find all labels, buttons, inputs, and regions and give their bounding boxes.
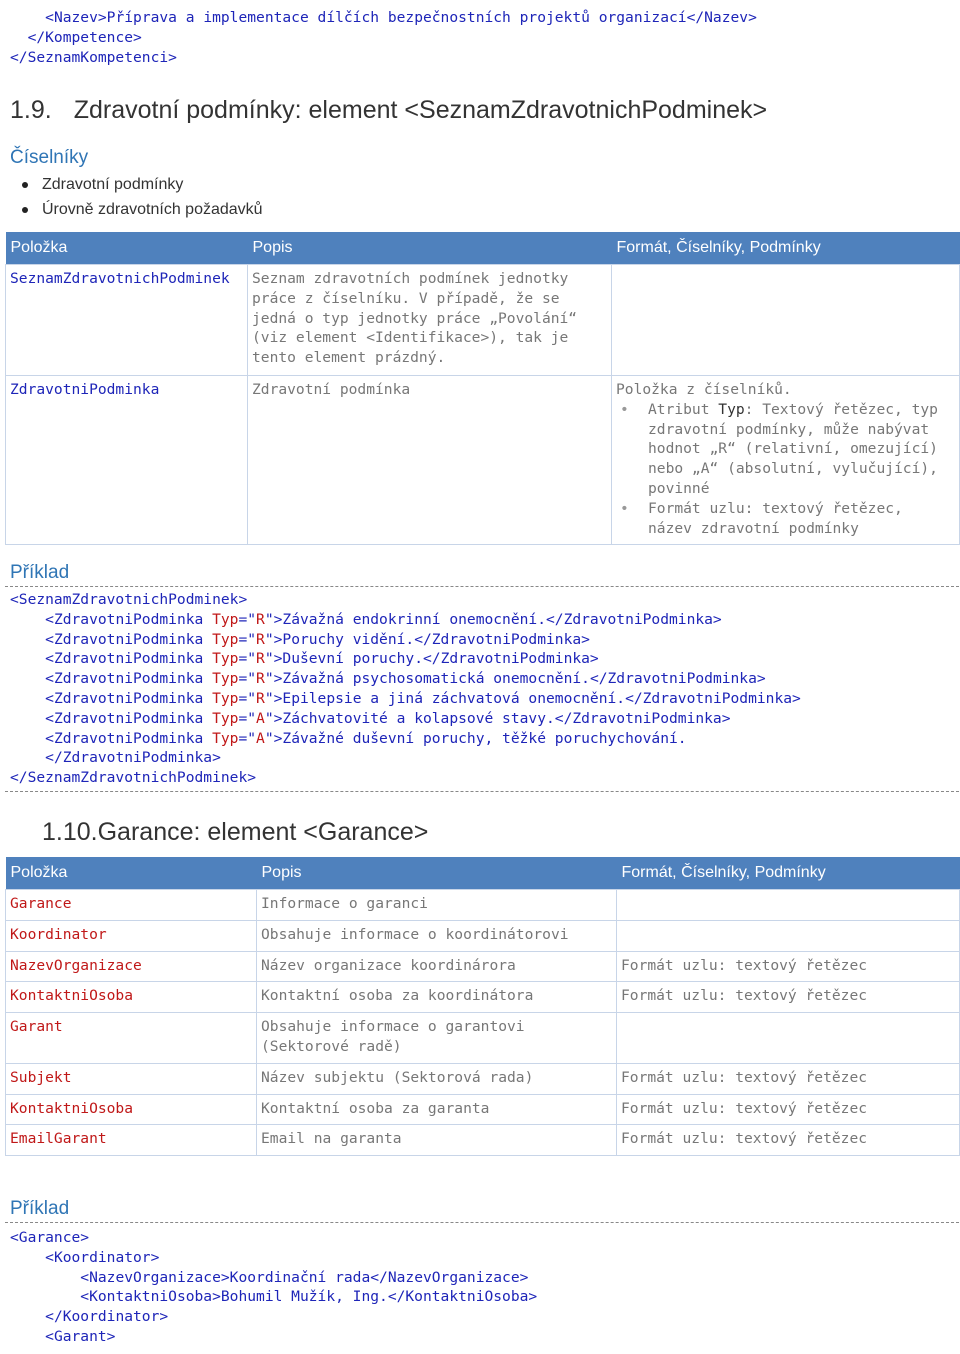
column-header: Formát, Číselníky, Podmínky <box>612 232 960 265</box>
table-header-row <box>6 857 960 890</box>
example-code-1 <box>5 586 959 792</box>
example-code-2 <box>5 1222 959 1347</box>
code-line: </Kompetence> <box>27 28 142 46</box>
table-row <box>6 1063 960 1094</box>
cell-format <box>617 920 960 951</box>
cell-desc: Obsahuje informace o koordinátorovi <box>257 920 617 951</box>
table-row <box>6 920 960 951</box>
table-row <box>6 376 960 545</box>
top-code-fragment <box>10 8 757 67</box>
code-line: </ZdravotniPodminka> <box>45 749 221 767</box>
column-header: Formát, Číselníky, Podmínky <box>617 857 960 890</box>
cell-format: Formát uzlu: textový řetězec <box>617 1094 960 1125</box>
table-row <box>6 982 960 1013</box>
cell-desc: Kontaktní osoba za koordinátora <box>257 982 617 1013</box>
code-line: <ZdravotniPodminka Typ="R">Poruchy vidění.</ZdravotniPodminka> <box>45 630 590 648</box>
section-heading-1-10: 1.10.Garance: element <Garance> <box>42 818 429 846</box>
spec-table-garance <box>5 857 960 1156</box>
cell-desc: Informace o garanci <box>257 890 617 921</box>
table-row <box>6 1013 960 1064</box>
garance-table-body <box>6 890 960 1156</box>
spec-table-zdravotni <box>5 232 960 545</box>
example-heading-2: Příklad <box>10 1198 70 1219</box>
cell-desc: Kontaktní osoba za garanta <box>257 1094 617 1125</box>
code-line: <Garant> <box>45 1327 116 1345</box>
list-item: Zdravotní podmínky <box>10 172 263 197</box>
code-line: <ZdravotniPodminka Typ="R">Epilepsie a jiná záchvatová onemocnění.</ZdravotniPodminka> <box>45 689 801 707</box>
code-line: <ZdravotniPodminka Typ="R">Závažná psychosomatická onemocnění.</ZdravotniPodminka> <box>45 670 766 688</box>
ciselniky-list <box>10 172 263 222</box>
code-line: </SeznamZdravotnichPodminek> <box>10 769 257 787</box>
column-header: Položka <box>6 232 248 265</box>
cell-desc: Název subjektu (Sektorová rada) <box>257 1063 617 1094</box>
column-header: Popis <box>248 232 612 265</box>
code-line: <SeznamZdravotnichPodminek> <box>10 591 248 608</box>
cell-key: EmailGarant <box>6 1125 257 1156</box>
column-header: Položka <box>6 857 257 890</box>
cell-format: Formát uzlu: textový řetězec <box>617 982 960 1013</box>
cell-desc: Obsahuje informace o garantovi (Sektorové radě) <box>257 1013 617 1064</box>
code-line: <KontaktniOsoba>Bohumil Mužík, Ing.</KontaktniOsoba> <box>80 1288 538 1306</box>
example-heading: Příklad <box>10 562 70 583</box>
cell-desc: Název organizace koordinárora <box>257 951 617 982</box>
table-row <box>6 1125 960 1156</box>
cell-format: Formát uzlu: textový řetězec <box>617 1063 960 1094</box>
cell-desc: Email na garanta <box>257 1125 617 1156</box>
list-item: • Atribut Typ: Textový řetězec, typ zdravotní podmínky, může nabývat hodnot „R“ (relativní, omezující) nebo „A“ (absolutní, vylučující), povinné <box>616 400 955 499</box>
cell-format <box>617 890 960 921</box>
table-row <box>6 1094 960 1125</box>
code-line: <NazevOrganizace>Koordinační rada</NazevOrganizace> <box>80 1268 529 1286</box>
section-heading-1-9: 1.9. Zdravotní podmínky: element <SeznamZdravotnichPodminek> <box>10 96 768 124</box>
table-header-row <box>6 232 960 265</box>
code-line: </SeznamKompetenci> <box>10 48 177 66</box>
code-line: <Koordinator> <box>45 1248 160 1266</box>
cell-key: NazevOrganizace <box>6 951 257 982</box>
code-line: <ZdravotniPodminka Typ="R">Závažná endokrinní onemocnění.</ZdravotniPodminka> <box>45 610 722 628</box>
cell-format: Formát uzlu: textový řetězec <box>617 951 960 982</box>
cell-key: ZdravotniPodminka <box>6 376 248 545</box>
cell-key: Garant <box>6 1013 257 1064</box>
format-bullets <box>616 400 955 539</box>
list-item: • Formát uzlu: textový řetězec, název zdravotní podmínky <box>616 499 955 539</box>
code-line: <ZdravotniPodminka Typ="R">Duševní poruchy.</ZdravotniPodminka> <box>45 650 599 668</box>
code-line: <ZdravotniPodminka Typ="A">Závažné duševní poruchy, těžké poruchychování. <box>45 729 687 747</box>
cell-format: Formát uzlu: textový řetězec <box>617 1125 960 1156</box>
code-line: </Koordinator> <box>45 1308 169 1326</box>
code-line: <Nazev>Příprava a implementace dílčích bezpečnostních projektů organizací</Nazev> <box>45 9 757 26</box>
cell-key: Garance <box>6 890 257 921</box>
cell-desc: Zdravotní podmínka <box>248 376 612 545</box>
cell-key: SeznamZdravotnichPodminek <box>6 265 248 376</box>
table-row <box>6 890 960 921</box>
cell-format: Položka z číselníků. • Atribut Typ: Textový řetězec, typ zdravotní podmínky, může nabývat hodnot „R“ (relativní, omezující) nebo „A“ (absolutní, vylučující), povinné • Formát uzlu: textový řetězec, název zdravotní podmínky <box>612 376 960 545</box>
cell-key: KontaktniOsoba <box>6 982 257 1013</box>
cell-format <box>612 265 960 376</box>
column-header: Popis <box>257 857 617 890</box>
cell-format <box>617 1013 960 1064</box>
table-row <box>6 265 960 376</box>
table-row <box>6 951 960 982</box>
cell-key: KontaktniOsoba <box>6 1094 257 1125</box>
ciselniky-heading: Číselníky <box>10 147 89 168</box>
code-line: <Garance> <box>10 1229 90 1246</box>
cell-desc: Seznam zdravotních podmínek jednotky práce z číselníku. V případě, že se jedná o typ jednotky práce „Povolání“ (viz element <Identifikace>), tak je tento element prázdný. <box>248 265 612 376</box>
code-line: <ZdravotniPodminka Typ="A">Záchvatovité a kolapsové stavy.</ZdravotniPodminka> <box>45 709 731 727</box>
list-item: Úrovně zdravotních požadavků <box>10 197 263 222</box>
cell-key: Koordinator <box>6 920 257 951</box>
example-lines <box>10 610 959 768</box>
cell-key: Subjekt <box>6 1063 257 1094</box>
